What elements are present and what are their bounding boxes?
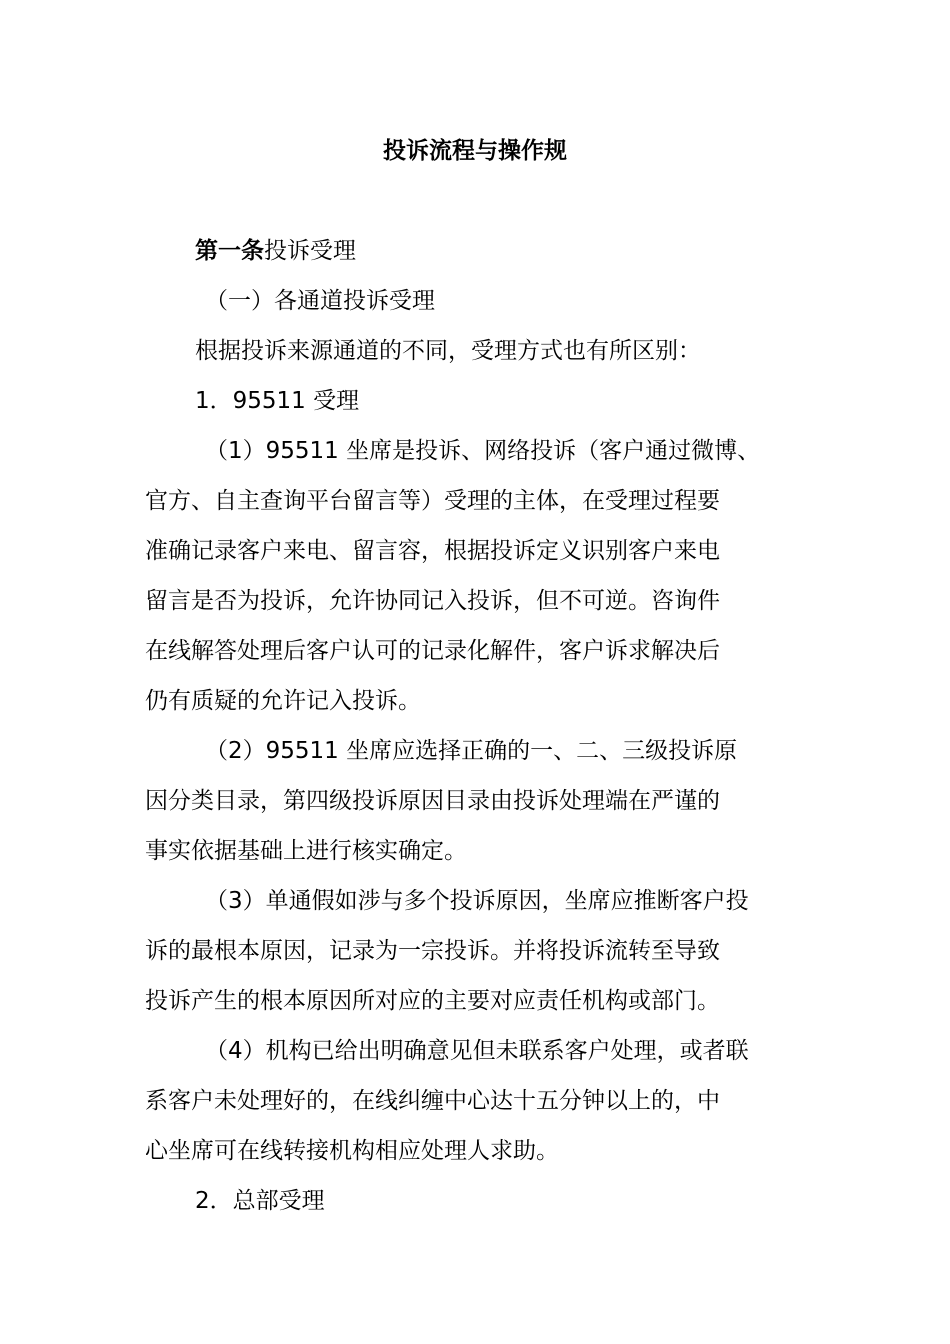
paragraph-line: 因分类目录，第四级投诉原因目录由投诉处理端在严谨的: [145, 788, 720, 814]
paragraph-line: 官方、自主查询平台留言等）受理的主体，在受理过程要: [145, 488, 720, 514]
paragraph-line: 诉的最根本原因，记录为一宗投诉。并将投诉流转至导致: [145, 938, 720, 964]
subsection-heading: 2．总部受理: [195, 1188, 325, 1214]
paragraph-line: 在线解答处理后客户认可的记录化解件，客户诉求解决后: [145, 638, 720, 664]
paragraph-line: （1）95511 坐席是投诉、网络投诉（客户通过微博、: [205, 438, 761, 464]
paragraph-line: （3）单通假如涉与多个投诉原因，坐席应推断客户投: [205, 888, 749, 914]
article-heading-text: 投诉受理: [264, 238, 356, 264]
article-heading: [195, 234, 356, 268]
paragraph-line: 系客户未处理好的，在线纠缠中心达十五分钟以上的，中: [145, 1088, 720, 1114]
paragraph-line: 心坐席可在线转接机构相应处理人求助。: [145, 1138, 559, 1164]
document-title: 投诉流程与操作规: [383, 138, 567, 164]
paragraph-line: 投诉产生的根本原因所对应的主要对应责任机构或部门。: [145, 988, 720, 1014]
intro-paragraph: 根据投诉来源通道的不同，受理方式也有所区别：: [195, 338, 701, 364]
paragraph-line: 准确记录客户来电、留言容，根据投诉定义识别客户来电: [145, 538, 720, 564]
subsection-heading: 1．95511 受理: [195, 388, 360, 414]
paragraph-line: 事实依据基础上进行核实确定。: [145, 838, 467, 864]
paragraph-line: （4）机构已给出明确意见但未联系客户处理，或者联: [205, 1038, 749, 1064]
paragraph-line: （2）95511 坐席应选择正确的一、二、三级投诉原: [205, 738, 738, 764]
paragraph-line: 仍有质疑的允许记入投诉。: [145, 688, 421, 714]
section-heading: （一）各通道投诉受理: [205, 288, 435, 314]
article-number: 第一条: [195, 238, 264, 264]
paragraph-line: 留言是否为投诉，允许协同记入投诉，但不可逆。咨询件: [145, 588, 720, 614]
